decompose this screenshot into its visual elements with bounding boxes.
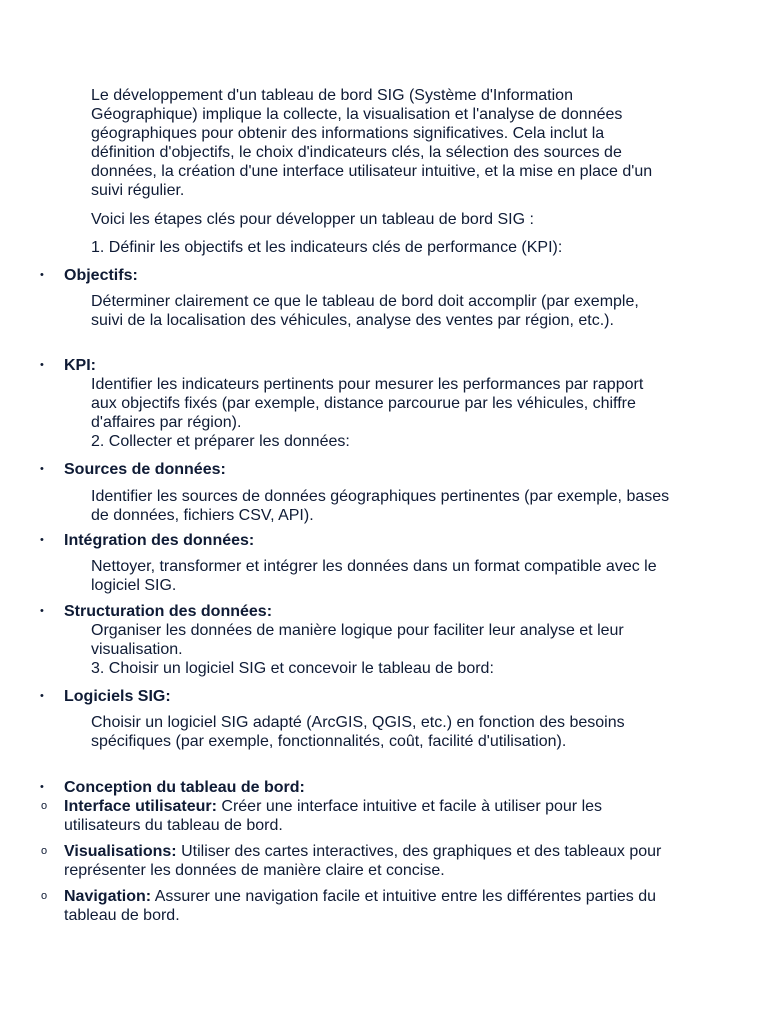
visualisations-label: Visualisations: bbox=[64, 843, 177, 860]
circle-bullet-icon: o bbox=[41, 845, 48, 857]
visualisations-text: Utiliser des cartes interactives, des graphiques et des tableaux pour représenter les données de manière claire et concise. bbox=[64, 843, 662, 879]
bullet-icon: • bbox=[40, 359, 44, 371]
logiciels-text: Choisir un logiciel SIG adapté (ArcGIS, QGIS, etc.) en fonction des besoins spécifiques (par exemple, fonctionnalités, coût, facilité d'utilisation). bbox=[91, 714, 625, 750]
integration-label: Intégration des données: bbox=[64, 532, 255, 549]
step-1-heading: 1. Définir les objectifs et les indicateurs clés de performance (KPI): bbox=[91, 239, 563, 256]
interface-label: Interface utilisateur: bbox=[64, 798, 217, 815]
structuration-label: Structuration des données: bbox=[64, 603, 273, 620]
interface-item bbox=[64, 797, 664, 835]
navigation-text: Assurer une navigation facile et intuitive entre les différentes parties du tableau de bord. bbox=[64, 888, 657, 924]
sources-label: Sources de données: bbox=[64, 461, 226, 478]
kpi-label: KPI: bbox=[64, 357, 96, 374]
visualisations-item bbox=[64, 842, 664, 880]
intro-paragraph: Le développement d'un tableau de bord SIG (Système d'Information Géographique) implique la collecte, la visualisation et l'analyse de données géographiques pour obtenir des informations significatives. Cela inclut la définition d'objectifs, le choix d'indicateurs clés, la sélection des sources de données, la création d'une interface utilisateur intuitive, et la mise en place d'un suivi régulier. bbox=[91, 87, 653, 199]
step-2-heading: 2. Collecter et préparer les données: bbox=[91, 433, 350, 450]
steps-intro: Voici les étapes clés pour développer un tableau de bord SIG : bbox=[91, 211, 534, 228]
navigation-label: Navigation: bbox=[64, 888, 152, 905]
circle-bullet-icon: o bbox=[41, 800, 48, 812]
navigation-item bbox=[64, 887, 664, 925]
conception-label: Conception du tableau de bord: bbox=[64, 779, 305, 796]
objectifs-label: Objectifs: bbox=[64, 267, 138, 284]
kpi-text: Identifier les indicateurs pertinents pour mesurer les performances par rapport aux objectifs fixés (par exemple, distance parcourue par les véhicules, chiffre d'affaires par région). bbox=[91, 376, 644, 431]
structuration-text: Organiser les données de manière logique pour faciliter leur analyse et leur visualisation. bbox=[91, 622, 624, 658]
bullet-icon: • bbox=[40, 534, 44, 546]
bullet-icon: • bbox=[40, 690, 44, 702]
bullet-icon: • bbox=[40, 463, 44, 475]
sources-text: Identifier les sources de données géographiques pertinentes (par exemple, bases de données, fichiers CSV, API). bbox=[91, 488, 670, 524]
integration-text: Nettoyer, transformer et intégrer les données dans un format compatible avec le logiciel SIG. bbox=[91, 558, 657, 594]
step-3-heading: 3. Choisir un logiciel SIG et concevoir le tableau de bord: bbox=[91, 660, 494, 677]
objectifs-text: Déterminer clairement ce que le tableau de bord doit accomplir (par exemple, suivi de la localisation des véhicules, analyse des ventes par région, etc.). bbox=[91, 293, 639, 329]
bullet-icon: • bbox=[40, 781, 44, 793]
bullet-icon: • bbox=[40, 605, 44, 617]
circle-bullet-icon: o bbox=[41, 890, 48, 902]
logiciels-label: Logiciels SIG: bbox=[64, 688, 171, 705]
interface-text: Créer une interface intuitive et facile à utiliser pour les utilisateurs du tableau de bord. bbox=[64, 798, 603, 834]
bullet-icon: • bbox=[40, 269, 44, 281]
